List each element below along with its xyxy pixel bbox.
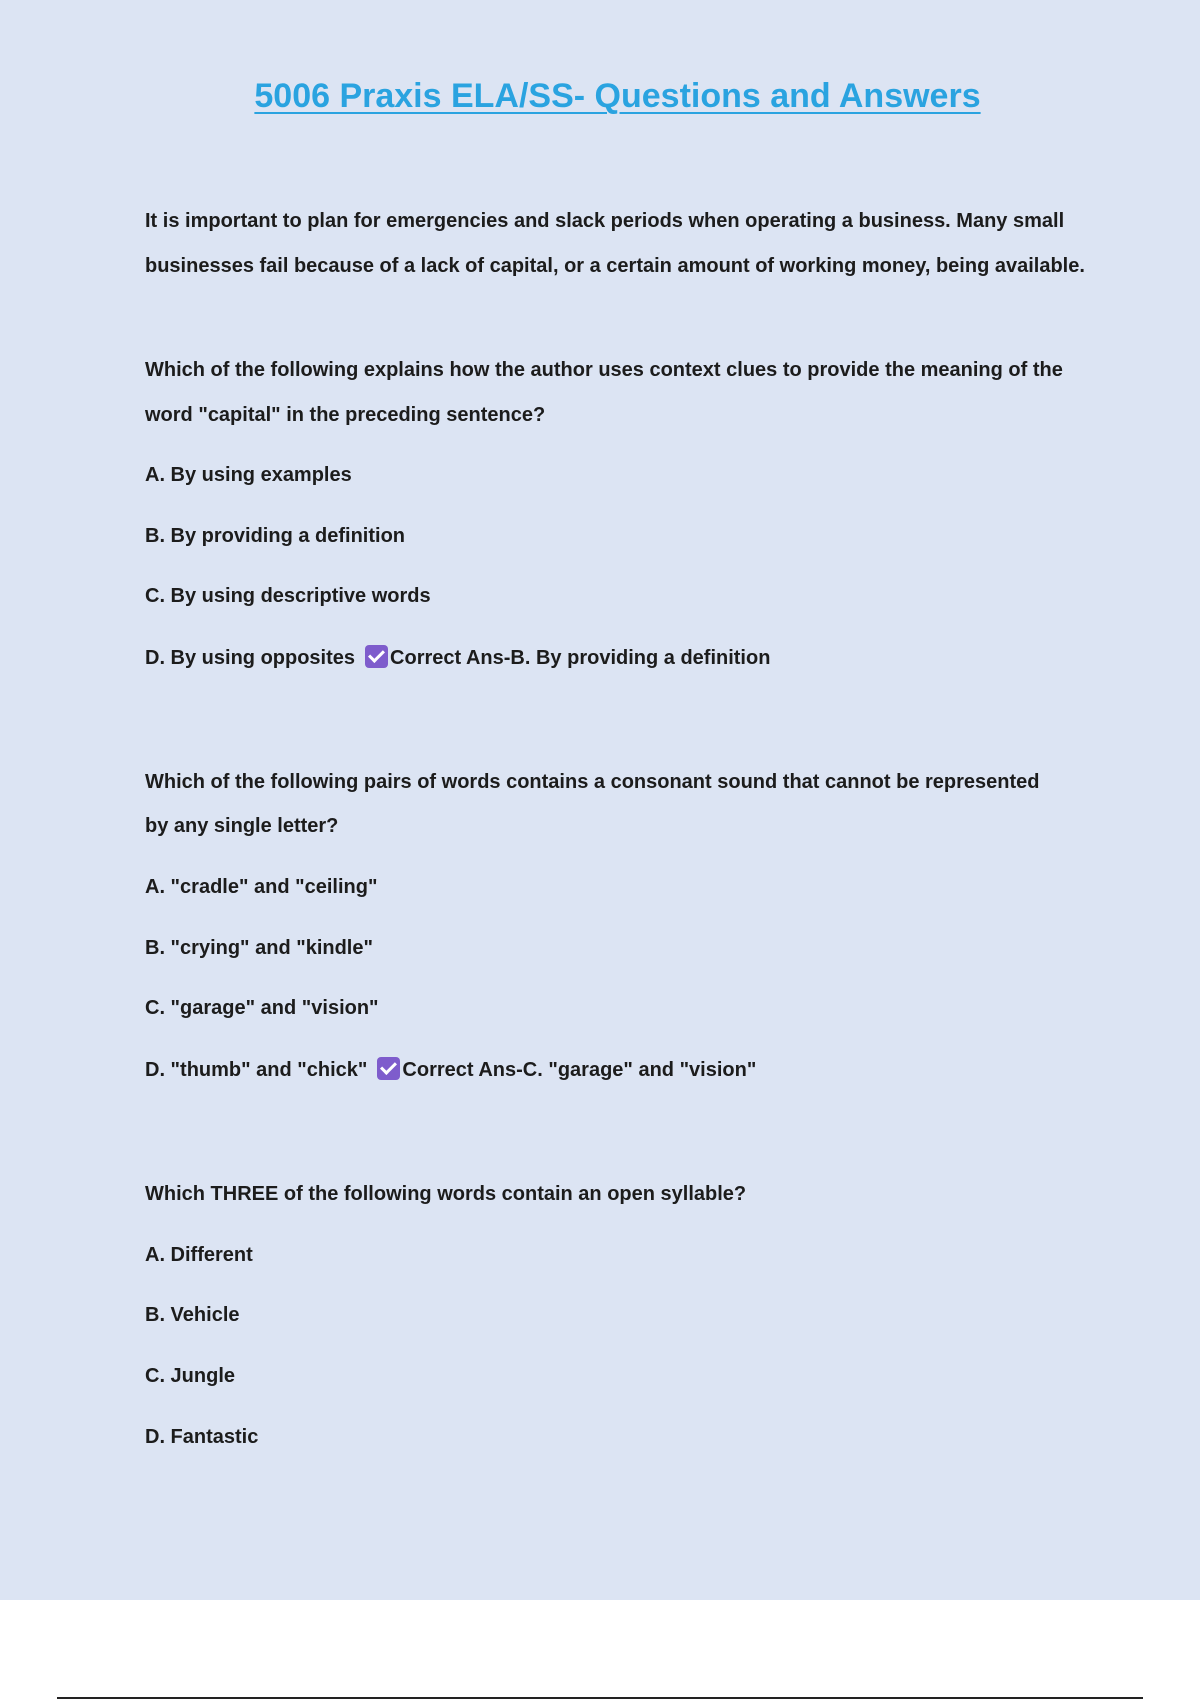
page-title: 5006 Praxis ELA/SS- Questions and Answers [254, 77, 981, 115]
footer-divider [57, 1697, 1143, 1699]
question-2-option-d-row [145, 1055, 756, 1085]
checkbox-checked-icon [365, 645, 388, 668]
question-3-option-b: B. Vehicle [145, 1304, 240, 1326]
question-3-option-a: A. Different [145, 1244, 253, 1266]
question-2-answer: Correct Ans-C. "garage" and "vision" [402, 1059, 757, 1081]
question-text: Which of the following explains how the author uses context clues to provide the meaning of the word "capital" in the preceding sentence? [145, 359, 1063, 426]
question-2-option-d: D. "thumb" and "chick" [145, 1059, 368, 1081]
question-1-option-b: B. By providing a definition [145, 525, 405, 547]
question-text-line-2: by any single letter? [145, 815, 339, 837]
question-1-option-d: D. By using opposites [145, 647, 356, 669]
question-1-option-a: A. By using examples [145, 464, 352, 486]
question-2-prompt [145, 760, 1095, 848]
question-1-passage [145, 199, 1095, 288]
question-2-option-b: B. "crying" and "kindle" [145, 937, 373, 959]
passage-text: It is important to plan for emergencies and slack periods when operating a business. Many small businesses fail because of a lack of capital, or a certain amount of working money, being available. [145, 210, 1085, 277]
question-2-option-a: A. "cradle" and "ceiling" [145, 876, 378, 898]
question-3-option-c: C. Jungle [145, 1365, 236, 1387]
question-3-prompt: Which THREE of the following words contain an open syllable? [145, 1183, 747, 1205]
question-3-option-d: D. Fantastic [145, 1426, 259, 1448]
question-2-option-c: C. "garage" and "vision" [145, 997, 379, 1019]
question-1-option-c: C. By using descriptive words [145, 585, 431, 607]
question-1-prompt [145, 348, 1095, 437]
checkbox-checked-icon [377, 1057, 400, 1080]
question-text-line-1: Which of the following pairs of words contains a consonant sound that cannot be represented [145, 771, 1040, 793]
question-1-option-d-row [145, 643, 770, 673]
question-1-answer: Correct Ans-B. By providing a definition [390, 647, 771, 669]
